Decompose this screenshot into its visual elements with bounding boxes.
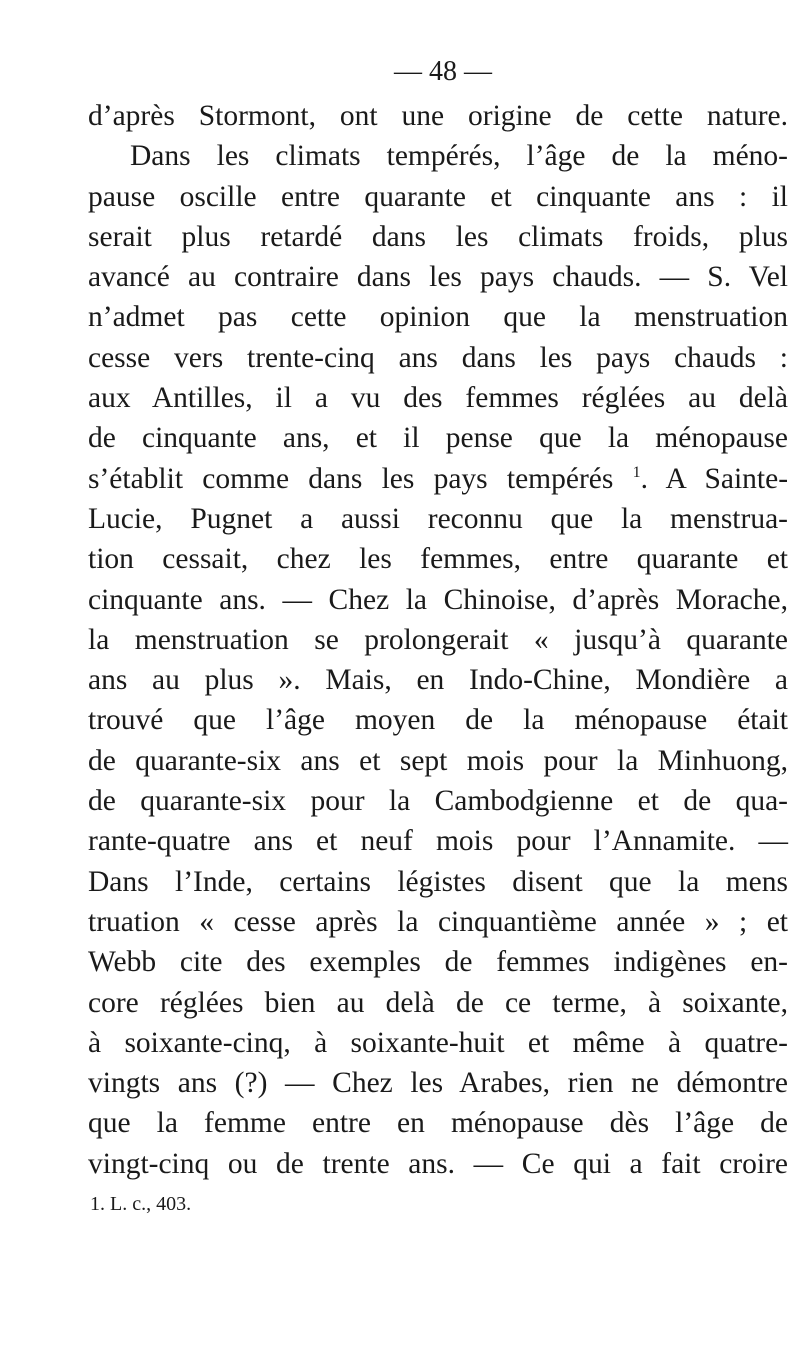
text-line-11: Lucie, Pugnet a aussi reconnu que la menstrua- [88,502,788,535]
page-number: — 48 — [394,56,492,87]
body-text [88,96,788,1184]
text-line-10-tail: . A Sainte- [640,462,789,495]
text-line-24: à soixante-cinq, à soixante-huit et même à quatre- [88,1026,788,1059]
text-line-9: de cinquante ans, et il pense que la ménopause [88,422,788,455]
text-line-12: tion cessait, chez les femmes, entre quarante et [88,543,788,576]
footnote-reference: 1 [632,463,641,481]
text-line-14: la menstruation se prolongerait « jusqu’à quarante [88,623,788,656]
text-line-4: serait plus retardé dans les climats froids, plus [88,220,788,253]
text-line-27: vingt-cinq ou de trente ans. — Ce qui a fait croire [88,1147,788,1180]
text-line-17: de quarante-six ans et sept mois pour la Minhuong, [88,744,788,777]
text-line-10 [88,459,788,499]
text-line-26: que la femme entre en ménopause dès l’âge de [88,1107,788,1140]
text-line-7: cesse vers trente-cinq ans dans les pays chauds : [88,341,788,374]
text-line-23: core réglées bien au delà de ce terme, à soixante, [88,986,788,1019]
footnote: 1. L. c., 403. [90,1193,192,1216]
text-line-19: rante-quatre ans et neuf mois pour l’Annamite. — [88,825,788,858]
page-content [88,52,788,1218]
text-line-20: Dans l’Inde, certains légistes disent que la mens [88,865,788,898]
text-line-18: de quarante-six pour la Cambodgienne et de qua- [88,785,788,818]
text-line-22: Webb cite des exemples de femmes indigènes en- [88,946,788,979]
text-line-6: n’admet pas cette opinion que la menstruation [88,301,788,334]
text-line-1: d’après Stormont, ont une origine de cette nature. [88,100,788,132]
text-line-21: truation « cesse après la cinquantième année » ; et [88,905,788,938]
text-line-13: cinquante ans. — Chez la Chinoise, d’après Morache, [88,583,788,616]
text-line-5: avancé au contraire dans les pays chauds. — S. Vel [88,261,788,294]
text-line-16: trouvé que l’âge moyen de la ménopause était [88,704,788,737]
text-line-15: ans au plus ». Mais, en Indo-Chine, Mondière a [88,664,788,697]
text-line-3: pause oscille entre quarante et cinquante ans : il [88,180,788,213]
text-line-25: vingts ans (?) — Chez les Arabes, rien ne démontre [88,1067,788,1100]
text-line-8: aux Antilles, il a vu des femmes réglées au delà [88,382,788,415]
text-line-2: Dans les climats tempérés, l’âge de la méno- [130,140,788,173]
text-line-10-main: s’établit comme dans les pays tempérés [88,462,614,495]
